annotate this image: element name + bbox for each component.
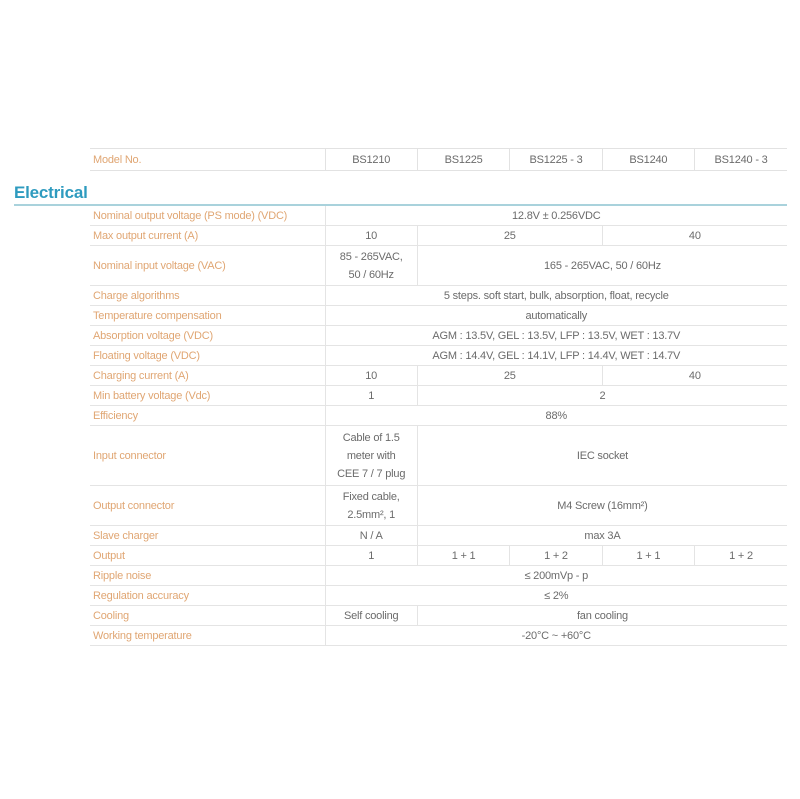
spec-row-nominal-output xyxy=(90,206,787,226)
row-label: Max output current (A) xyxy=(90,226,325,246)
value-bs1225: 1 + 1 xyxy=(417,546,509,566)
spec-row-cooling xyxy=(90,606,787,626)
spec-row-output xyxy=(90,546,787,566)
value-line: 85 - 265VAC, xyxy=(339,250,403,263)
value-bs1210 xyxy=(325,426,417,486)
row-label: Min battery voltage (Vdc) xyxy=(90,386,325,406)
row-label: Slave charger xyxy=(90,526,325,546)
value-bs1210: 1 xyxy=(325,546,417,566)
spec-row-regulation-accuracy xyxy=(90,586,787,606)
value-others: M4 Screw (16mm²) xyxy=(417,486,787,526)
model-label: Model No. xyxy=(93,153,142,166)
value-line: Fixed cable, xyxy=(342,490,400,503)
value-bs1240-group: 40 xyxy=(602,226,787,246)
spec-row-charge-algorithms xyxy=(90,286,787,306)
spec-row-min-battery-voltage xyxy=(90,386,787,406)
value-bs1240-group: 40 xyxy=(602,366,787,386)
spec-row-efficiency xyxy=(90,406,787,426)
spec-row-output-connector xyxy=(90,486,787,526)
value-bs1210: N / A xyxy=(325,526,417,546)
spec-row-slave-charger xyxy=(90,526,787,546)
value-all: 12.8V ± 0.256VDC xyxy=(325,206,787,226)
value-bs1210: 1 xyxy=(325,386,417,406)
value-all: AGM : 14.4V, GEL : 14.1V, LFP : 14.4V, WET : 14.7V xyxy=(325,346,787,366)
value-bs1210: Self cooling xyxy=(325,606,417,626)
value-bs1225-group: 25 xyxy=(417,226,602,246)
value-line: CEE 7 / 7 plug xyxy=(337,467,406,480)
value-others: 2 xyxy=(417,386,787,406)
electrical-spec-table xyxy=(90,206,787,646)
spec-row-working-temperature xyxy=(90,626,787,646)
value-bs1210 xyxy=(325,486,417,526)
value-all: ≤ 2% xyxy=(325,586,787,606)
spec-row-absorption-voltage xyxy=(90,326,787,346)
value-bs1240: 1 + 1 xyxy=(602,546,694,566)
row-label: Charge algorithms xyxy=(90,286,325,306)
value-line: 50 / 60Hz xyxy=(348,268,394,281)
value-all: 88% xyxy=(325,406,787,426)
row-label: Output connector xyxy=(90,486,325,526)
row-label: Working temperature xyxy=(90,626,325,646)
value-all: automatically xyxy=(325,306,787,326)
spec-row-floating-voltage xyxy=(90,346,787,366)
row-label: Charging current (A) xyxy=(90,366,325,386)
row-label: Regulation accuracy xyxy=(90,586,325,606)
row-label: Ripple noise xyxy=(90,566,325,586)
model-bs1225: BS1225 xyxy=(417,149,509,171)
model-header-table xyxy=(90,148,787,171)
model-row xyxy=(90,149,787,171)
row-label: Output xyxy=(90,546,325,566)
row-label: Absorption voltage (VDC) xyxy=(90,326,325,346)
value-bs1210: 10 xyxy=(325,366,417,386)
row-label: Nominal input voltage (VAC) xyxy=(90,246,325,286)
value-all: -20°C ~ +60°C xyxy=(325,626,787,646)
model-bs1240: BS1240 xyxy=(602,149,694,171)
value-others: max 3A xyxy=(417,526,787,546)
row-label: Temperature compensation xyxy=(90,306,325,326)
value-all: AGM : 13.5V, GEL : 13.5V, LFP : 13.5V, WET : 13.7V xyxy=(325,326,787,346)
value-others: 165 - 265VAC, 50 / 60Hz xyxy=(417,246,787,286)
value-bs1240-3: 1 + 2 xyxy=(695,546,787,566)
value-line: 2.5mm², 1 xyxy=(347,508,396,521)
model-bs1225-3: BS1225 - 3 xyxy=(510,149,602,171)
row-label: Efficiency xyxy=(90,406,325,426)
row-label: Input connector xyxy=(90,426,325,486)
row-label: Cooling xyxy=(90,606,325,626)
value-others: fan cooling xyxy=(417,606,787,626)
section-title-electrical: Electrical xyxy=(14,183,88,202)
row-label: Nominal output voltage (PS mode) (VDC) xyxy=(90,206,325,226)
value-bs1225-3: 1 + 2 xyxy=(510,546,602,566)
model-bs1210: BS1210 xyxy=(325,149,417,171)
value-bs1210 xyxy=(325,246,417,286)
model-bs1240-3: BS1240 - 3 xyxy=(695,149,787,171)
spec-row-nominal-input xyxy=(90,246,787,286)
value-all: ≤ 200mVp - p xyxy=(325,566,787,586)
spec-row-temperature-compensation xyxy=(90,306,787,326)
value-line: Cable of 1.5 xyxy=(342,431,400,444)
value-bs1210: 10 xyxy=(325,226,417,246)
row-label: Floating voltage (VDC) xyxy=(90,346,325,366)
spec-row-charging-current xyxy=(90,366,787,386)
spec-row-input-connector xyxy=(90,426,787,486)
spec-row-max-output xyxy=(90,226,787,246)
value-line: meter with xyxy=(346,449,396,462)
spec-row-ripple-noise xyxy=(90,566,787,586)
value-others: IEC socket xyxy=(417,426,787,486)
value-bs1225-group: 25 xyxy=(417,366,602,386)
value-all: 5 steps. soft start, bulk, absorption, float, recycle xyxy=(325,286,787,306)
